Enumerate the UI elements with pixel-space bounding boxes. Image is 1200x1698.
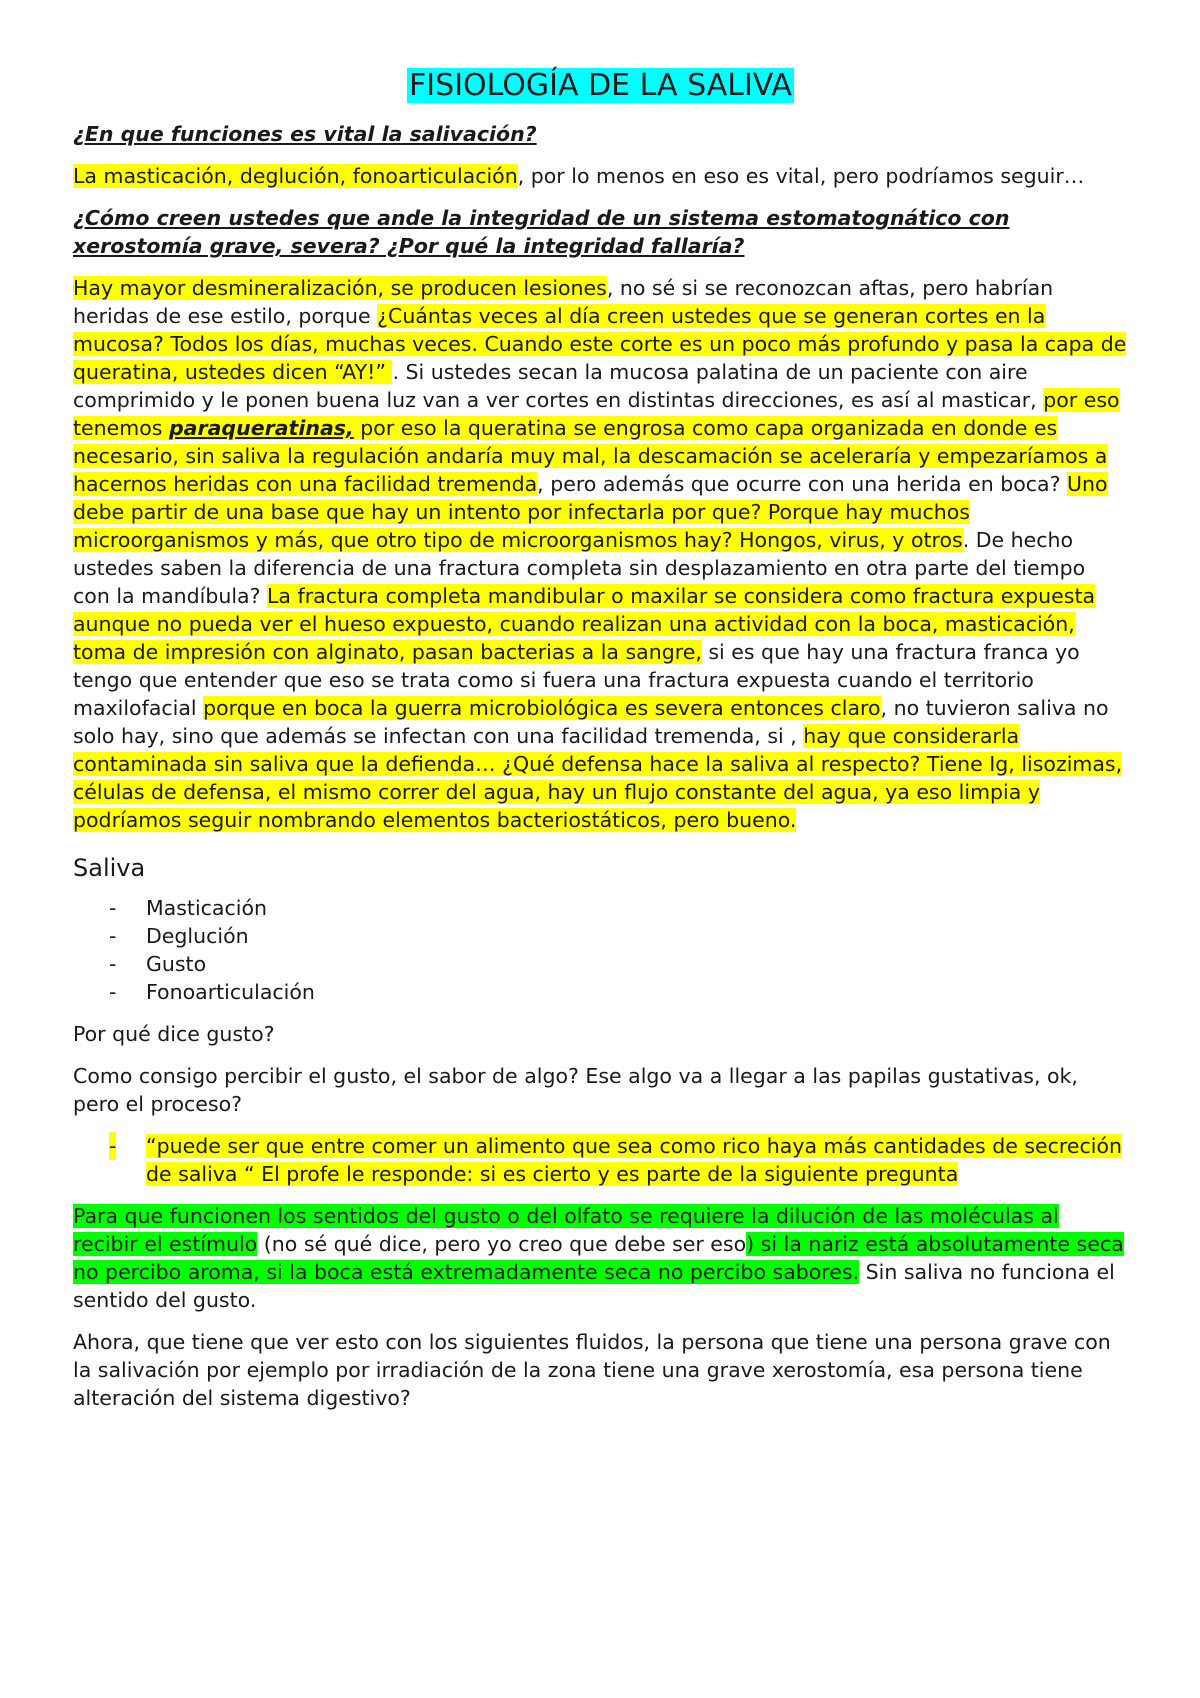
plain-text: . De hecho ustedes saben la diferencia de una fractura completa sin desplazamiento en otra parte del tiempo con la mandíbula?: [73, 528, 1086, 608]
highlight-segment: por eso tenemos: [73, 388, 1120, 440]
highlight-text: hay que considerarla contaminada sin saliva que la defienda… ¿Qué defensa hace la saliva al respecto? Tiene Ig, lisozimas, células de defensa, el mismo correr del agua, hay un flujo constante del agua, ya eso limpia y podríamos seguir nombrando elementos bacteriostáticos, pero bueno.: [73, 724, 1123, 832]
list-marker: -: [109, 924, 117, 948]
paragraph-fluids: Ahora, que tiene que ver esto con los siguientes fluidos, la persona que tiene una persona grave con la salivación por ejemplo por irradiación de la zona tiene una grave xerostomía, esa persona tiene alteración del sistema digestivo?: [73, 1330, 1111, 1410]
list-item-label: Gusto: [146, 952, 207, 976]
highlight-text: Hay mayor desmineralización, se producen lesiones: [73, 276, 607, 300]
question-integrity: ¿Cómo creen ustedes que ande la integridad de un sistema estomatognático con xerostomía grave, severa? ¿Por qué la integridad fallaría?: [73, 206, 1010, 258]
highlight-segment: por eso la queratina se engrosa como capa organizada en donde es necesario, sin saliva la regulación andaría muy mal, la descamación se aceleraría y empezaríamos a hacernos heridas con una facilidad tremenda: [73, 416, 1108, 496]
highlight-text: La masticación, deglución, fonoarticulación: [73, 164, 518, 188]
document-title: [73, 66, 1128, 106]
list-item: [73, 922, 1128, 950]
question-functions: ¿En que funciones es vital la salivación?: [73, 122, 537, 146]
plain-text: , no tuvieron saliva no solo hay, sino que además se infectan con una facilidad tremenda, si ,: [73, 696, 1109, 748]
plain-text: (no sé qué dice, pero yo creo que debe ser eso: [257, 1232, 747, 1256]
highlight-text: “puede ser que entre comer un alimento que sea como rico haya más cantidades de secreción de saliva “ El profe le responde: si es cierto y es parte de la siguiente pregunta: [146, 1134, 1123, 1186]
list-marker: -: [109, 980, 117, 1004]
list-item: [73, 950, 1128, 978]
plain-text: Sin saliva no funciona el sentido del gusto.: [73, 1260, 1115, 1312]
saliva-functions-list: [73, 894, 1128, 1006]
keyword-paraqueratinas: paraqueratinas,: [168, 416, 354, 440]
paragraph-dilution: [73, 1202, 1128, 1314]
highlight-text: Uno debe partir de una base que hay un intento por infectarla por que? Porque hay muchos microorganismos y más, que otro tipo de microorganismos hay? Hongos, virus, y otros: [73, 472, 1108, 552]
highlight-text: ¿Cuántas veces al día creen ustedes que se generan cortes en la mucosa? Todos los días, muchas veces. Cuando este corte es un poco más profundo y pasa la capa de queratina, ustedes dicen “AY!”: [73, 304, 1127, 384]
plain-text: si es que hay una fractura franca yo tengo que entender que eso se trata como si fuera una fractura expuesta cuando el territorio maxilofacial: [73, 640, 1080, 720]
list-item-label: Fonoarticulación: [146, 980, 315, 1004]
list-item-quote: [73, 1132, 1128, 1188]
plain-text: . Si ustedes secan la mucosa palatina de un paciente con aire comprimido y le ponen buena luz van a ver cortes en distintas direcciones, es así al masticar,: [73, 360, 1044, 412]
list-marker: -: [109, 1134, 117, 1158]
section-heading-saliva: Saliva: [73, 854, 146, 882]
list-item: [73, 978, 1128, 1006]
list-marker: -: [109, 896, 117, 920]
list-item-label: Masticación: [146, 896, 267, 920]
paragraph-functions: [73, 162, 1128, 190]
plain-text: , por lo menos en eso es vital, pero podríamos seguir…: [517, 164, 1085, 188]
plain-text: , no sé si se reconozcan aftas, pero habrían heridas de ese estilo, porque: [73, 276, 1054, 328]
green-highlight-text: ) si la nariz está absolutamente seca no percibo aroma, si la boca está extremadamente seca no percibo sabores.: [73, 1232, 1124, 1284]
paragraph-taste-process: Como consigo percibir el gusto, el sabor de algo? Ese algo va a llegar a las papilas gustativas, ok, pero el proceso?: [73, 1064, 1078, 1116]
highlight-text: porque en boca la guerra microbiológica es severa entonces claro: [203, 696, 881, 720]
paragraph-why-taste: Por qué dice gusto?: [73, 1022, 275, 1046]
list-item: [73, 894, 1128, 922]
green-highlight-text: Para que funcionen los sentidos del gusto o del olfato se requiere la dilución de las moléculas al recibir el estímulo: [73, 1204, 1059, 1256]
list-item-label: Deglución: [146, 924, 249, 948]
paragraph-integrity: [73, 274, 1128, 834]
title-text: FISIOLOGÍA DE LA SALIVA: [409, 68, 792, 103]
quote-list: [73, 1132, 1128, 1188]
list-marker: -: [109, 952, 117, 976]
plain-text: , pero además que ocurre con una herida en boca?: [537, 472, 1067, 496]
highlight-text: La fractura completa mandibular o maxilar se considera como fractura expuesta aunque no pueda ver el hueso expuesto, cuando realizan una actividad con la boca, masticación, toma de impresión con alginato, pasan bacterias a la sangre,: [73, 584, 1096, 664]
